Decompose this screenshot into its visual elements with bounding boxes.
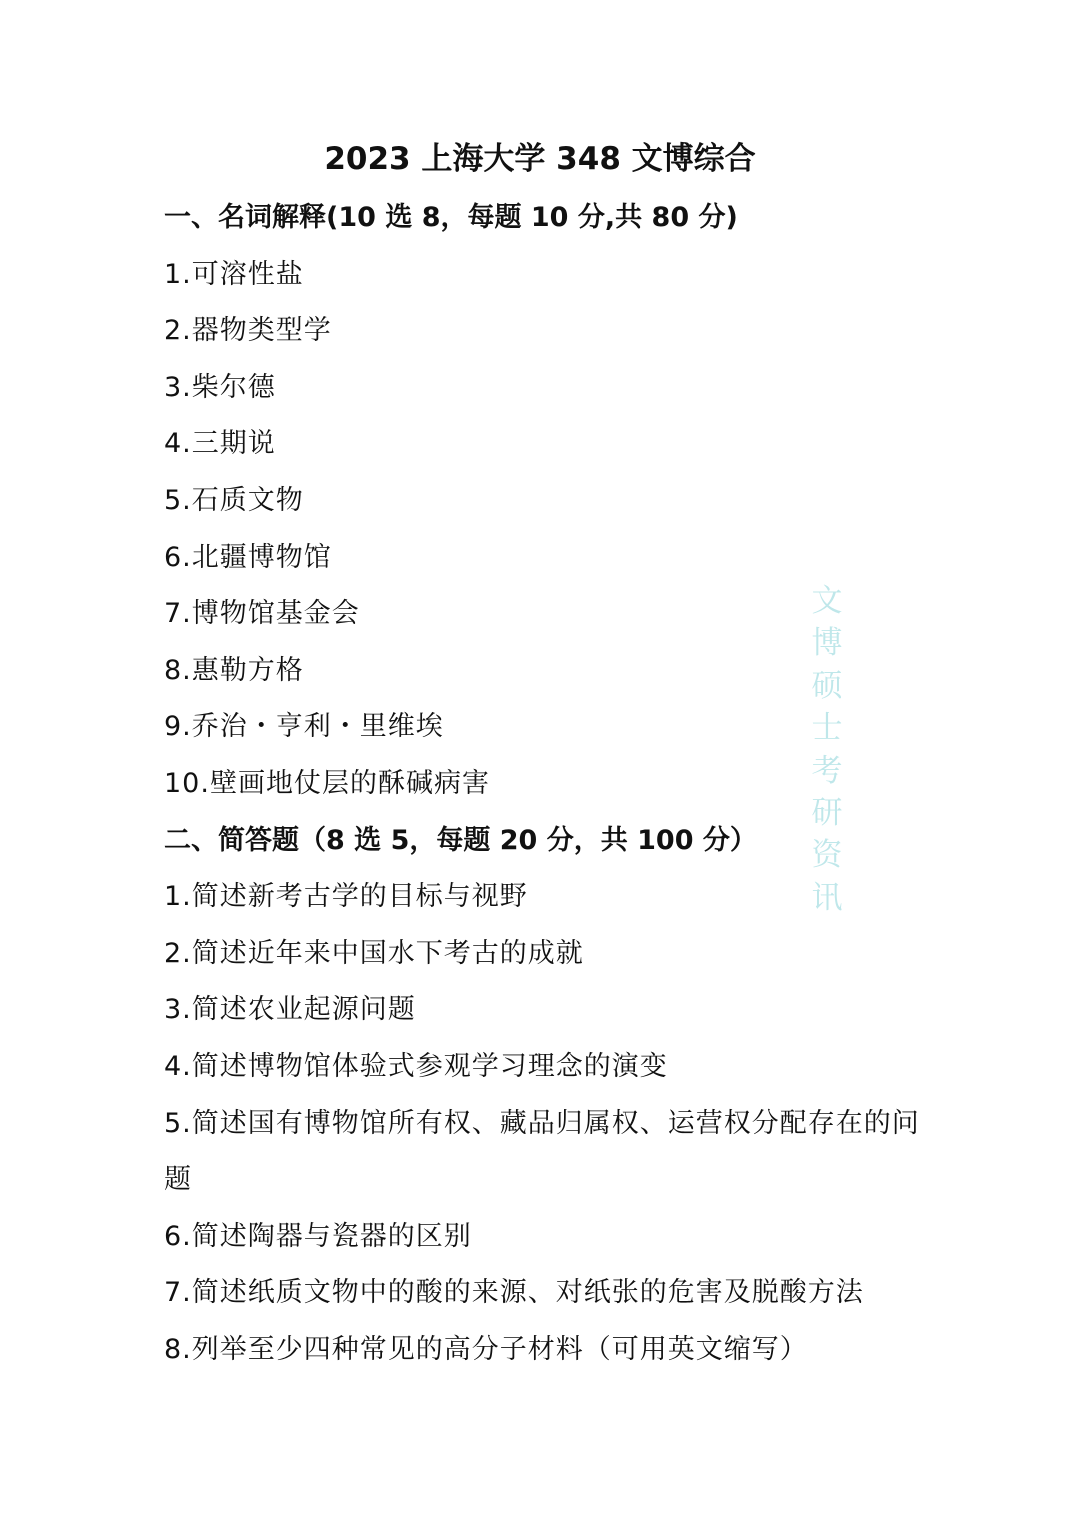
document-title: 2023 上海大学 348 文博综合 [324,141,756,177]
question-item: 4.简述博物馆体验式参观学习理念的演变 [164,1050,668,1082]
term-item: 10.壁画地仗层的酥碱病害 [164,767,490,799]
term-item: 8.惠勒方格 [164,654,304,686]
term-item: 1.可溶性盐 [164,258,304,290]
term-item: 4.三期说 [164,428,276,460]
term-item: 7.博物馆基金会 [164,598,360,630]
term-item: 2.器物类型学 [164,315,332,347]
section-heading-terms: 一、名词解释(10 选 8，每题 10 分,共 80 分) [164,202,738,233]
question-item: 2.简述近年来中国水下考古的成就 [164,937,584,969]
question-item: 5.简述国有博物馆所有权、藏品归属权、运营权分配存在的问题 [164,1107,920,1196]
question-item: 6.简述陶器与瓷器的区别 [164,1220,472,1252]
term-item: 3.柴尔德 [164,371,276,403]
section-heading-short-answers: 二、简答题（8 选 5，每题 20 分，共 100 分） [164,824,757,856]
term-item: 5.石质文物 [164,484,304,516]
question-item: 3.简述农业起源问题 [164,994,416,1026]
question-item: 7.简述纸质文物中的酸的来源、对纸张的危害及脱酸方法 [164,1277,864,1309]
watermark: 文博硕士考研资讯 [811,583,843,916]
question-item: 8.列举至少四种常见的高分子材料（可用英文缩写） [164,1333,808,1365]
term-item: 6.北疆博物馆 [164,541,332,573]
term-item: 9.乔治・亨利・里维埃 [164,711,444,743]
question-item: 1.简述新考古学的目标与视野 [164,881,528,913]
